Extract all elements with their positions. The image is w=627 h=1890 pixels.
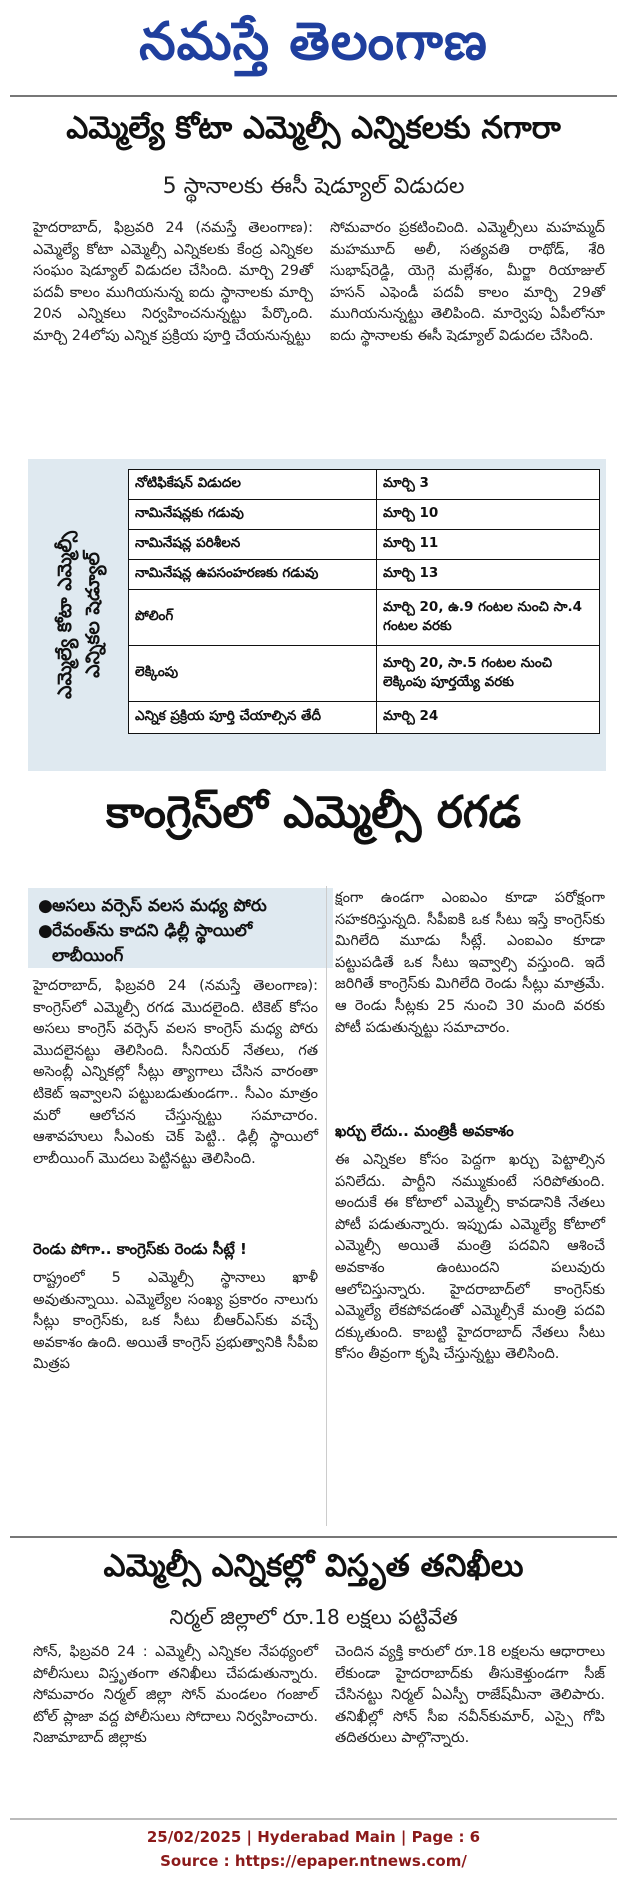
table-row [129,702,600,734]
article3-headline: ఎమ్మెల్సీ ఎన్నికల్లో విస్తృత తనిఖీలు [103,1548,524,1584]
article1-headline: ఎమ్మెల్యే కోటా ఎమ్మెల్సీ ఎన్నికలకు నగారా [66,110,561,146]
schedule-side-line2: ఎన్నికల షెడ్యూల్ [82,552,105,678]
schedule-event: నామినేషన్ల పరిశీలన [129,530,377,560]
article2-subhead2: ఖర్చు లేదు.. మంత్రికీ అవకాశం [335,1122,514,1140]
masthead-divider [10,95,617,97]
article2-subhead1: రెండు పోగా.. కాంగ్రెస్‌కు రెండు సీట్లే ! [33,1240,247,1258]
footer-dateline: 25/02/2025 | Hyderabad Main | Page : 6 [146,1828,481,1846]
schedule-date: మార్చి 11 [377,530,600,560]
schedule-side-line1: ఎమ్మెల్యే కోటా ఎమ్మెల్సీ [54,530,77,700]
table-row [129,470,600,500]
schedule-event: నోటిఫికేషన్ విడుదల [129,470,377,500]
schedule-date: మార్చి 13 [377,560,600,590]
schedule-date: మార్చి 3 [377,470,600,500]
article2-col-left-p2: రాష్ట్రంలో 5 ఎమ్మెల్సీ స్థానాలు ఖాళీ అవుతున్నాయి. ఎమ్మెల్యేల సంఖ్య ప్రకారం నాలుగు సీట్లు కాంగ్రెస్‌కు, ఒక సీటు బీఆర్‌ఎస్‌కు వచ్చే అవకాశం ఉంది. అయితే కాంగ్రెస్ ప్రభుత్వానికి సీపీఐ మిత్రప [33,1270,318,1373]
article2-col-right-p1: క్షంగా ఉండగా ఎంఐఎం కూడా పరోక్షంగా సహకరిస్తున్నది. సీపీఐకి ఒక సీటు ఇస్తే కాంగ్రెస్‌కు మిగిలేది మూడు సీట్లే. ఎంఐఎం కూడా పట్టుపడితే ఒక సీటు ఇవ్వాల్సి వస్తుంది. ఇదే జరిగితే కాంగ్రెస్‌కు మిగిలేది రెండు సీట్లు మాత్రమే. ఆ రెండు సీట్లకు 25 నుంచి 30 మంది వరకు పోటీ పడుతున్నట్టు సమాచారం. [335,890,605,1036]
table-row [129,590,600,646]
schedule-date: మార్చి 10 [377,500,600,530]
article-divider [10,1536,617,1538]
article2-headline: కాంగ్రెస్‌లో ఎమ్మెల్సీ రగడ [105,787,522,838]
article1-subheadline: 5 స్థానాలకు ఈసీ షెడ్యూల్ విడుదల [162,174,465,199]
masthead [0,0,627,95]
list-item [38,894,325,919]
footer-source-link[interactable]: Source : https://epaper.ntnews.com/ [160,1852,467,1870]
schedule-event: లెక్కింపు [129,646,377,702]
article2-bullets [28,888,333,968]
bullet-icon: ● [38,896,53,916]
table-row [129,530,600,560]
column-divider [326,886,327,1526]
schedule-event: ఎన్నిక ప్రక్రియ పూర్తి చేయాల్సిన తేదీ [129,702,377,734]
table-row [129,646,600,702]
schedule-box [28,459,606,771]
masthead-title: నమస్తే తెలంగాణ [139,10,488,72]
schedule-table [128,469,600,734]
article1-col-right: సోమవారం ప్రకటించింది. ఎమ్మెల్సీలు మహమ్మద్ మహమూద్ అలీ, సత్యవతి రాథోడ్, శేరి సుభాష్‌రెడ్డి, యెగ్గె మల్లేశం, మీర్జా రియాజుల్ హసన్ ఎఫెండీ పదవీ కాలం మార్చి 29తో ముగియనున్నట్టు తెలిపింది. మార్వెపు ఏపీలోనూ ఐదు స్థానాలకు ఈసీ షెడ్యూల్ విడుదల చేసింది. [330,220,605,344]
article3-col-right: చెందిన వ్యక్తి కారులో రూ.18 లక్షలను ఆధారాలు లేకుండా హైదరాబాద్‌కు తీసుకెళ్తుండగా సీజ్ చేసినట్టు నిర్మల్ ఏఎస్పీ రాజేష్‌మీనా తెలిపారు. తనిఖీల్లో సోన్ సీఐ నవీన్‌కుమార్, ఎస్సై గోపి తదితరులు పాల్గొన్నారు. [335,1644,605,1747]
schedule-date: మార్చి 24 [377,702,600,734]
schedule-event: నామినేషన్ల ఉపసంహరణకు గడువు [129,560,377,590]
schedule-date: మార్చి 20, ఉ.9 గంటల నుంచి సా.4 గంటల వరకు [377,590,600,646]
schedule-side-title [28,459,130,771]
bullet-icon: ● [38,921,53,941]
article3-subheadline: నిర్మల్ జిల్లాలో రూ.18 లక్షలు పట్టివేత [169,1605,458,1629]
article2-col-left-p1: హైదరాబాద్, ఫిబ్రవరి 24 (నమస్తే తెలంగాణ): కాంగ్రెస్‌లో ఎమ్మెల్సీ రగడ మొదలైంది. టికెట్ కోసం అసలు కాంగ్రెస్ వర్సెస్ వలస కాంగ్రెస్ మధ్య పోరు మొదలైనట్టు తెలిసింది. సీనియర్ నేతలు, గత అసెంబ్లీ ఎన్నికల్లో సీట్లు త్యాగాలు చేసిన వారంతా టికెట్ ఇవ్వాలని పట్టుబడుతుండగా.. సీఎం మాత్రం మరో ఆలోచన చేస్తున్నట్టు సమాచారం. ఆశావహులు సీఎంకు చెక్ పెట్టి.. ఢిల్లీ స్థాయిలో లాబీయింగ్ మొదలు పెట్టినట్టు తెలిసింది. [33,978,318,1167]
article1-col-left: హైదరాబాద్, ఫిబ్రవరి 24 (నమస్తే తెలంగాణ): ఎమ్మెల్యే కోటా ఎమ్మెల్సీ ఎన్నికలకు కేంద్ర ఎన్నికల సంఘం షెడ్యూల్ విడుదల చేసింది. మార్చి 29తో పదవీ కాలం ముగియనున్న ఐదు స్థానాలకు మార్చి 20న ఎన్నికలు నిర్వహించనున్నట్టు పేర్కొంది. మార్చి 24లోపు ఎన్నిక ప్రక్రియ పూర్తి చేయనున్నట్టు [33,220,313,344]
schedule-event: నామినేషన్లకు గడువు [129,500,377,530]
table-row [129,500,600,530]
table-row [129,560,600,590]
bullet-text: అసలు వర్సెస్ వలస మధ్య పోరు [52,896,267,916]
footer-divider [10,1818,617,1820]
schedule-date: మార్చి 20, సా.5 గంటల నుంచి లెక్కింపు పూర్తయ్యే వరకు [377,646,600,702]
list-item [38,919,325,969]
article2-col-right-p2: ఈ ఎన్నికల కోసం పెద్దగా ఖర్చు పెట్టాల్సిన పనిలేదు. పార్టీని నమ్ముకుంటే సరిపోతుంది. అందుకే ఈ కోటాలో ఎమ్మెల్సీ కావడానికి నేతలు పోటీ పడుతున్నారు. ఇప్పుడు ఎమ్మెల్యే కోటాలో ఎమ్మెల్సీ అయితే మంత్రి పదవిని ఆశించే అవకాశం ఉంటుందని పలువురు ఆలోచిస్తున్నారు. హైదరాబాద్‌లో కాంగ్రెస్‌కు ఎమ్మెల్యే లేకపోవడంతో ఎమ్మెల్సీకే మంత్రి పదవి దక్కుతుంది. కాబట్టి హైదరాబాద్ నేతలు సీటు కోసం తీవ్రంగా కృషి చేస్తున్నట్టు తెలిసింది. [335,1152,605,1363]
article3-col-left: సోన్, ఫిబ్రవరి 24 : ఎమ్మెల్సీ ఎన్నికల నేపథ్యంలో పోలీసులు విస్తృతంగా తనిఖీలు చేపడుతున్నారు. సోమవారం నిర్మల్ జిల్లా సోన్ మండలం గంజాల్ టోల్ ప్లాజా వద్ద పోలీసులు సోదాలు నిర్వహించారు. నిజామాబాద్ జిల్లాకు [33,1644,318,1747]
schedule-event: పోలింగ్ [129,590,377,646]
bullet-text: రేవంత్‌ను కాదని ఢిల్లీ స్థాయిలో లాబీయింగ్ [52,921,253,966]
